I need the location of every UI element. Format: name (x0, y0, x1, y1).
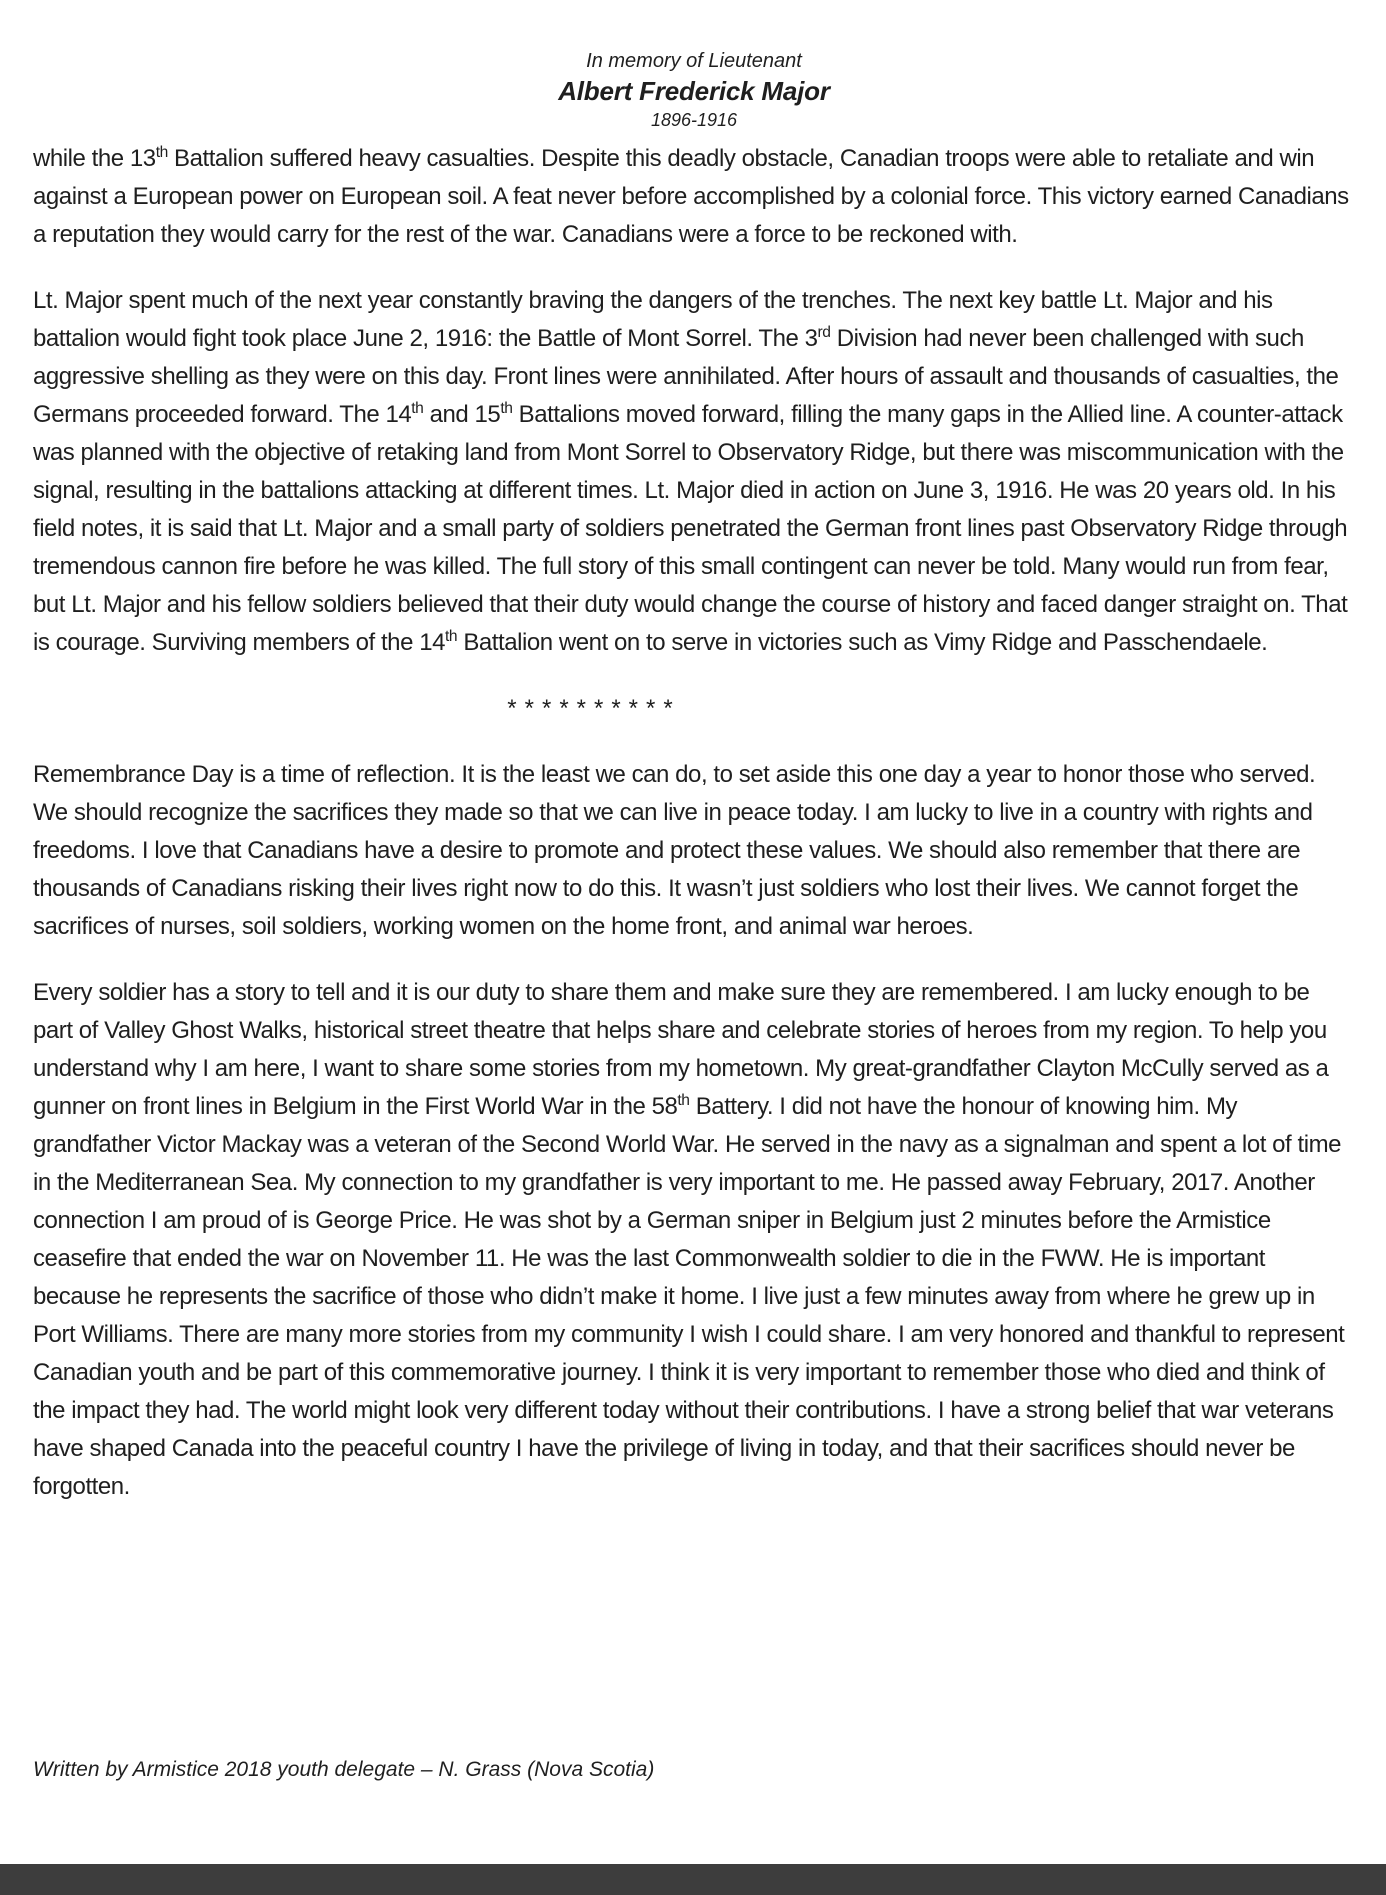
asterisk-separator: ********** (507, 695, 681, 722)
ordinal-superscript: rd (817, 324, 831, 341)
paragraph: Lt. Major spent much of the next year constantly braving the dangers of the trenches. The next key battle Lt. Major and his battalion would fight took place June 2, 1916: the Battle of Mont Sorrel. The 3rd Division had never been challenged with such aggressive shelling as they were on this day. Front lines were annihilated. After hours of assault and thousands of casualties, the Germans proceeded forward. The 14th and 15th Battalions moved forward, filling the many gaps in the Allied line. A counter-attack was planned with the objective of retaking land from Mont Sorrel to Observatory Ridge, but there was miscommunication with the signal, resulting in the battalions attacking at different times. Lt. Major died in action on June 3, 1916. He was 20 years old. In his field notes, it is said that Lt. Major and a small party of soldiers penetrated the German front lines past Observatory Ridge through tremendous cannon fire before he was killed. The full story of this small contingent can never be told. Many would run from fear, but Lt. Major and his fellow soldiers believed that their duty would change the course of history and faced danger straight on. That is courage. Surviving members of the 14th Battalion went on to serve in victories such as Vimy Ridge and Passchendaele. (33, 287, 1348, 656)
byline: Written by Armistice 2018 youth delegate – N. Grass (Nova Scotia) (33, 1758, 655, 1781)
ordinal-superscript: th (411, 400, 424, 417)
ordinal-superscript: th (155, 144, 168, 161)
ordinal-superscript: th (500, 400, 513, 417)
paragraph: Remembrance Day is a time of reflection. It is the least we can do, to set aside this one day a year to honor those who served. We should recognize the sacrifices they made so that we can live in peace today. I am lucky to live in a country with rights and freedoms. I love that Canadians have a desire to promote and protect these values. We should also remember that there are thousands of Canadians risking their lives right now to do this. It wasn’t just soldiers who lost their lives. We cannot forget the sacrifices of nurses, soil soldiers, working women on the home front, and animal war heroes. (33, 761, 1316, 940)
life-years: 1896-1916 (650, 110, 738, 130)
document-header (33, 48, 1355, 132)
dedication-line: In memory of Lieutenant (586, 50, 802, 72)
page-edge-bar (0, 1864, 1386, 1895)
paragraph: while the 13th Battalion suffered heavy casualties. Despite this deadly obstacle, Canadian troops were able to retaliate and win against a European power on European soil. A feat never before accomplished by a colonial force. This victory earned Canadians a reputation they would carry for the rest of the war. Canadians were a force to be reckoned with. (33, 144, 1349, 248)
ordinal-superscript: th (677, 1092, 690, 1109)
ordinal-superscript: th (445, 628, 458, 645)
document-body (33, 140, 1355, 1506)
memorial-name: Albert Frederick Major (558, 76, 830, 106)
paragraph: Every soldier has a story to tell and it is our duty to share them and make sure they are remembered. I am lucky enough to be part of Valley Ghost Walks, historical street theatre that helps share and celebrate stories of heroes from my region. To help you understand why I am here, I want to share some stories from my hometown. My great-grandfather Clayton McCully served as a gunner on front lines in Belgium in the First World War in the 58th Battery. I did not have the honour of knowing him. My grandfather Victor Mackay was a veteran of the Second World War. He served in the navy as a signalman and spent a lot of time in the Mediterranean Sea. My connection to my grandfather is very important to me. He passed away February, 2017. Another connection I am proud of is George Price. He was shot by a German sniper in Belgium just 2 minutes before the Armistice ceasefire that ended the war on November 11. He was the last Commonwealth soldier to die in the FWW. He is important because he represents the sacrifice of those who didn’t make it home. I live just a few minutes away from where he grew up in Port Williams. There are many more stories from my community I wish I could share. I am very honored and thankful to represent Canadian youth and be part of this commemorative journey. I think it is very important to remember those who died and think of the impact they had. The world might look very different today without their contributions. I have a strong belief that war veterans have shaped Canada into the peaceful country I have the privilege of living in today, and that their sacrifices should never be forgotten. (33, 979, 1345, 1500)
